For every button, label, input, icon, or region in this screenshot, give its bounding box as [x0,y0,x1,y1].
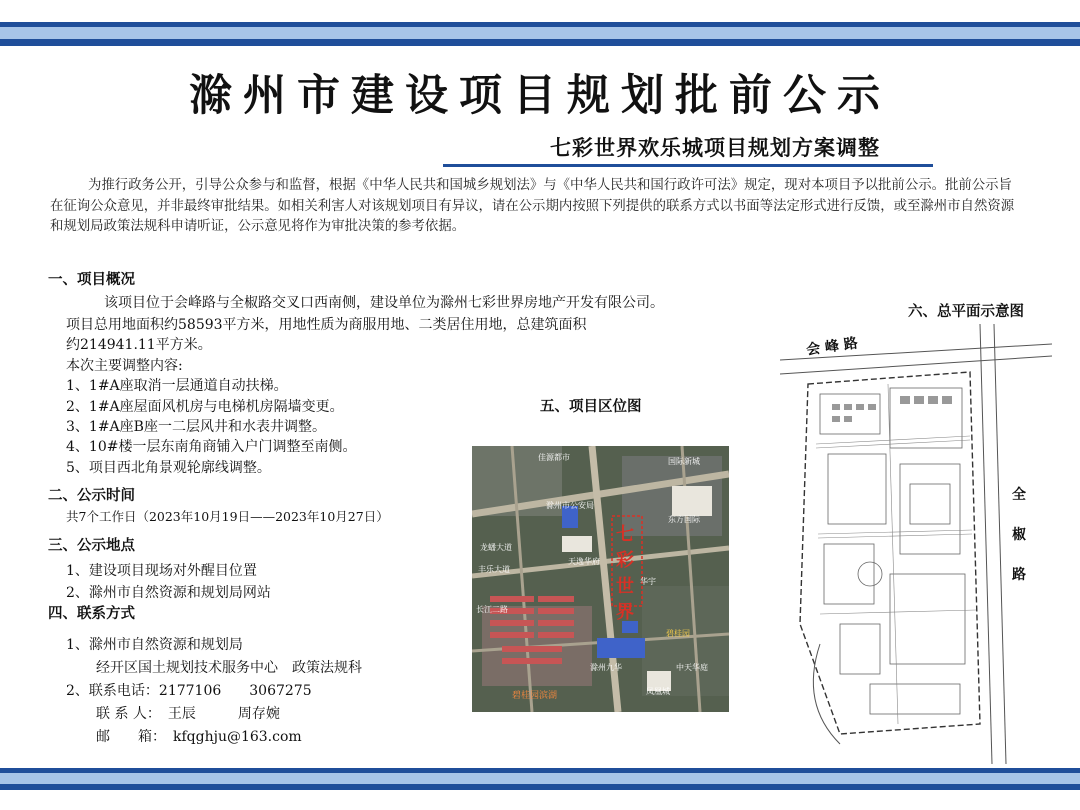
location-satellite-map [472,446,729,712]
map-label: 天逸华府 [568,557,600,566]
adjust-item: 1、1#A座取消一层通道自动扶梯。 [66,378,288,394]
road-label-east: 路 [1012,567,1026,583]
period-text: 共7个工作日（2023年10月19日——2023年10月27日） [66,509,389,524]
section-location-heading: 五、项目区位图 [540,399,642,415]
road-label-north: 会 峰 路 [805,335,859,359]
overview-line-1: 该项目位于会峰路与全椒路交叉口西南侧，建设单位为滁州七彩世界房地产开发有限公司。 [104,295,664,311]
site-plan-drawing [780,324,1052,764]
adjust-title: 本次主要调整内容: [66,358,183,374]
map-label: 滁州九华 [590,663,622,672]
section-overview-heading: 一、项目概况 [48,272,135,288]
map-label: 佳源都市 [538,453,570,462]
page-subtitle: 七彩世界欢乐城项目规划方案调整 [550,136,880,160]
map-label: 凤凰城 [646,687,670,696]
site-plan-graphic [780,324,1052,764]
map-label: 国际新城 [668,457,700,466]
place-item: 1、建设项目现场对外醒目位置 [66,563,257,579]
contact-email: 邮 箱： kfqghju@163.com [96,729,302,745]
contact-org: 1、滁州市自然资源和规划局 [66,637,243,653]
adjust-item: 3、1#A座B座一二层风井和水表井调整。 [66,419,326,435]
map-label: 碧桂园 [666,629,690,638]
section-contact-heading: 四、联系方式 [48,606,135,622]
overview-line-2: 项目总用地面积约58593平方米，用地性质为商服用地、二类居住用地，总建筑面积 [66,317,587,333]
map-label: 长江二路 [476,605,508,614]
adjust-item: 4、10#楼一层东南角商铺入户门调整至南侧。 [66,439,357,455]
top-band [0,22,1080,46]
section-place-heading: 三、公示地点 [48,538,135,554]
section-plan-heading: 六、总平面示意图 [908,304,1024,320]
section-period-heading: 二、公示时间 [48,488,135,504]
bottom-band [0,768,1080,790]
contact-dept: 经开区国土规划技术服务中心 政策法规科 [96,660,362,676]
map-label: 碧桂园滨湖 [512,691,558,701]
contact-phone: 2、联系电话：2177106 3067275 [66,683,312,699]
adjust-item: 5、项目西北角景观轮廓线调整。 [66,460,271,476]
contact-person: 联 系 人： 王辰 周存婉 [96,706,280,722]
site-marker-label: 七彩世界 [616,524,634,623]
adjust-item: 2、1#A座屋面风机房与电梯机房隔墙变更。 [66,399,344,415]
map-label: 东方国际 [668,515,700,524]
map-label: 滁州市公安局 [546,501,594,510]
intro-paragraph: 为推行政务公开，引导公众参与和监督，根据《中华人民共和国城乡规划法》与《中华人民共和国行政许可法》规定，现对本项目予以批前公示。批前公示旨在征询公众意见，并非最终审批结果。如相关利害人对该规划项目有异议，请在公示期内按照下列提供的联系方式以书面等法定形式进行反馈，或至滁州市自然资源和规划局政策法规科申请听证，公示意见将作为审批决策的参考依据。 [50,178,1015,234]
place-item: 2、滁州市自然资源和规划局网站 [66,585,271,601]
road-label-east: 全 [1012,487,1026,503]
page-title: 滁州市建设项目规划批前公示 [189,71,891,121]
road-label-east: 椒 [1012,527,1026,543]
map-label: 龙蟠大道 [480,543,512,552]
map-label: 中天华庭 [676,663,708,672]
map-label: 丰乐大道 [478,565,510,574]
map-label: 华宇 [640,577,656,586]
overview-line-3: 约214941.11平方米。 [66,337,212,353]
subtitle-underline [443,164,933,167]
